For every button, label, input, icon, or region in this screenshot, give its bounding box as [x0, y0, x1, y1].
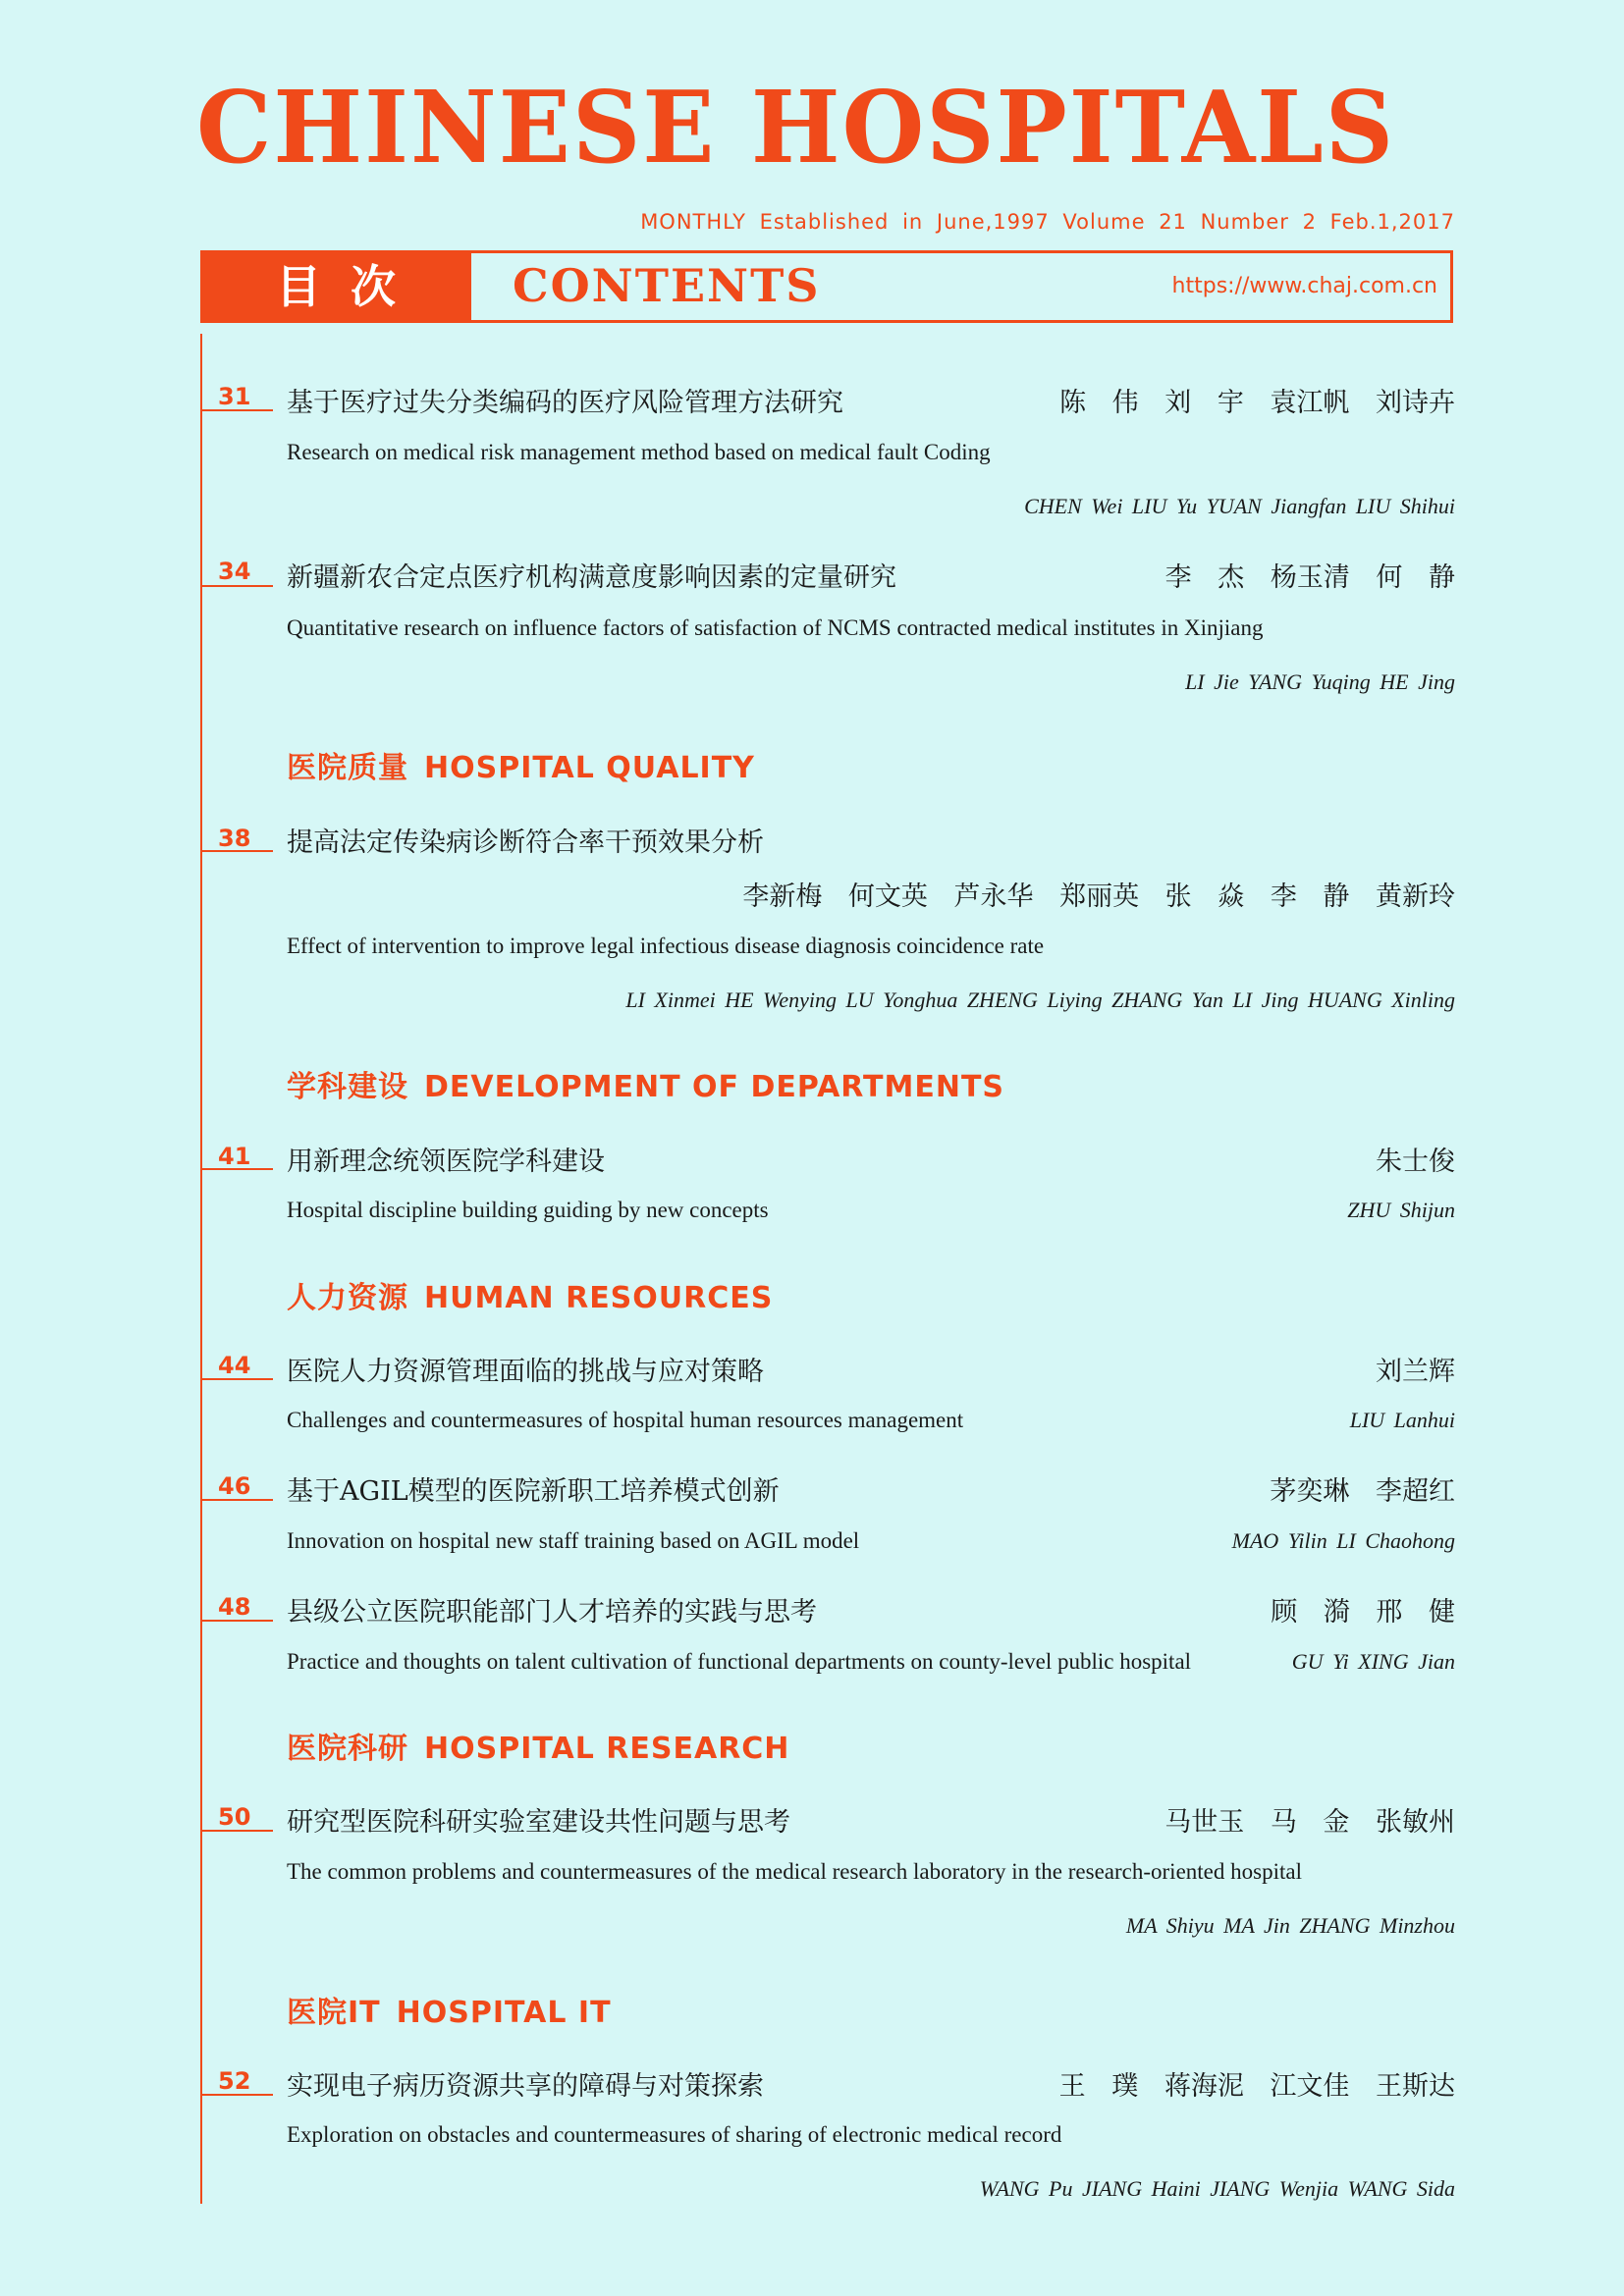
article-authors-cn: 陈 伟 刘 宇 袁江帆 刘诗卉 [1059, 388, 1455, 418]
article-title-cn: 提高法定传染病诊断符合率干预效果分析 [287, 828, 764, 858]
section-heading-en: HUMAN RESOURCES [424, 1281, 774, 1315]
section-heading-hospital-quality [287, 743, 755, 786]
article-authors-cn: 顾 漪 邢 健 [1271, 1597, 1455, 1628]
article-title-en: Quantitative research on influence factors of satisfaction of NCMS contracted medical institutes in Xinjiang [287, 615, 1264, 640]
article-title-cn: 县级公立医院职能部门人才培养的实践与思考 [287, 1597, 817, 1628]
section-heading-en: HOSPITAL RESEARCH [424, 1732, 790, 1766]
page-number-rule [200, 585, 273, 587]
article-authors-en: WANG Pu JIANG Haini JIANG Wenjia WANG Sida [979, 2176, 1455, 2201]
article-authors-en: LI Jie YANG Yuqing HE Jing [1185, 669, 1455, 694]
article-title-cn: 基于AGIL模型的医院新职工培养模式创新 [287, 1476, 780, 1507]
article-authors-cn: 朱士俊 [1376, 1147, 1455, 1177]
section-heading-human-resources [287, 1273, 773, 1316]
section-heading-en: HOSPITAL IT [396, 1996, 612, 2030]
section-heading-en: DEVELOPMENT OF DEPARTMENTS [424, 1070, 1005, 1104]
article-title-cn: 实现电子病历资源共享的障碍与对策探索 [287, 2071, 764, 2102]
article-authors-en: LI Xinmei HE Wenying LU Yonghua ZHENG Liying ZHANG Yan LI Jing HUANG Xinling [625, 988, 1455, 1012]
page-number: 34 [218, 558, 251, 585]
article-authors-en: LIU Lanhui [1349, 1408, 1455, 1432]
section-heading-cn: 人力资源 [287, 1281, 408, 1315]
section-heading-cn: 医院IT [287, 1996, 381, 2030]
section-heading-en: HOSPITAL QUALITY [424, 751, 755, 785]
page-number: 50 [218, 1803, 251, 1831]
article-title-en: Practice and thoughts on talent cultivation of functional departments on county-level public hospital [287, 1649, 1192, 1674]
section-heading-departments [287, 1062, 1004, 1105]
article-authors-cn: 李 杰 杨玉清 何 静 [1164, 562, 1455, 593]
page-number: 46 [218, 1472, 251, 1500]
issue-info: MONTHLY Established in June,1997 Volume 21 Number 2 Feb.1,2017 [640, 210, 1455, 234]
article-authors-en: GU Yi XING Jian [1291, 1649, 1455, 1674]
article-title-en: The common problems and countermeasures of the medical research laboratory in the research-oriented hospital [287, 1859, 1302, 1884]
page-number: 41 [218, 1143, 251, 1170]
article-title-cn: 研究型医院科研实验室建设共性问题与思考 [287, 1807, 790, 1838]
page-number: 44 [218, 1352, 251, 1379]
section-heading-cn: 学科建设 [287, 1070, 408, 1104]
article-title-en: Innovation on hospital new staff training based on AGIL model [287, 1528, 860, 1553]
section-heading-cn: 医院质量 [287, 751, 408, 785]
article-title-en: Exploration on obstacles and countermeasures of sharing of electronic medical record [287, 2122, 1062, 2147]
article-authors-cn: 马世玉 马 金 张敏州 [1164, 1807, 1455, 1838]
article-authors-en: CHEN Wei LIU Yu YUAN Jiangfan LIU Shihui [1024, 494, 1455, 518]
section-heading-hospital-research [287, 1724, 789, 1767]
article-authors-en: MA Shiyu MA Jin ZHANG Minzhou [1125, 1913, 1455, 1938]
page-number: 38 [218, 825, 251, 852]
page-number: 48 [218, 1593, 251, 1621]
journal-masthead: CHINESE HOSPITALS [196, 69, 1396, 187]
section-heading-cn: 医院科研 [287, 1732, 408, 1766]
page-number: 52 [218, 2067, 251, 2095]
contents-label-cn: 目次 [200, 250, 471, 323]
article-authors-cn: 刘兰辉 [1376, 1357, 1455, 1387]
website-url: https://www.chaj.com.cn [1171, 274, 1437, 298]
article-title-cn: 用新理念统领医院学科建设 [287, 1147, 605, 1177]
section-heading-hospital-it [287, 1988, 612, 2031]
article-title-cn: 基于医疗过失分类编码的医疗风险管理方法研究 [287, 388, 843, 418]
article-title-en: Research on medical risk management method based on medical fault Coding [287, 440, 991, 464]
page-number: 31 [218, 383, 251, 410]
article-authors-cn: 茅奕琳 李超红 [1270, 1476, 1455, 1507]
article-authors-cn: 李新梅 何文英 芦永华 郑丽英 张 焱 李 静 黄新玲 [742, 881, 1455, 912]
article-authors-cn: 王 璞 蒋海泥 江文佳 王斯达 [1058, 2071, 1455, 2102]
article-title-en: Effect of intervention to improve legal infectious disease diagnosis coincidence rate [287, 934, 1045, 958]
left-rule [200, 334, 202, 2204]
article-authors-en: ZHU Shijun [1347, 1198, 1455, 1222]
article-title-en: Challenges and countermeasures of hospital human resources management [287, 1408, 964, 1432]
article-title-cn: 医院人力资源管理面临的挑战与应对策略 [287, 1357, 764, 1387]
article-authors-en: MAO Yilin LI Chaohong [1231, 1528, 1455, 1553]
contents-label-en: CONTENTS [513, 259, 821, 312]
article-title-en: Hospital discipline building guiding by new concepts [287, 1198, 769, 1222]
article-title-cn: 新疆新农合定点医疗机构满意度影响因素的定量研究 [287, 562, 896, 593]
